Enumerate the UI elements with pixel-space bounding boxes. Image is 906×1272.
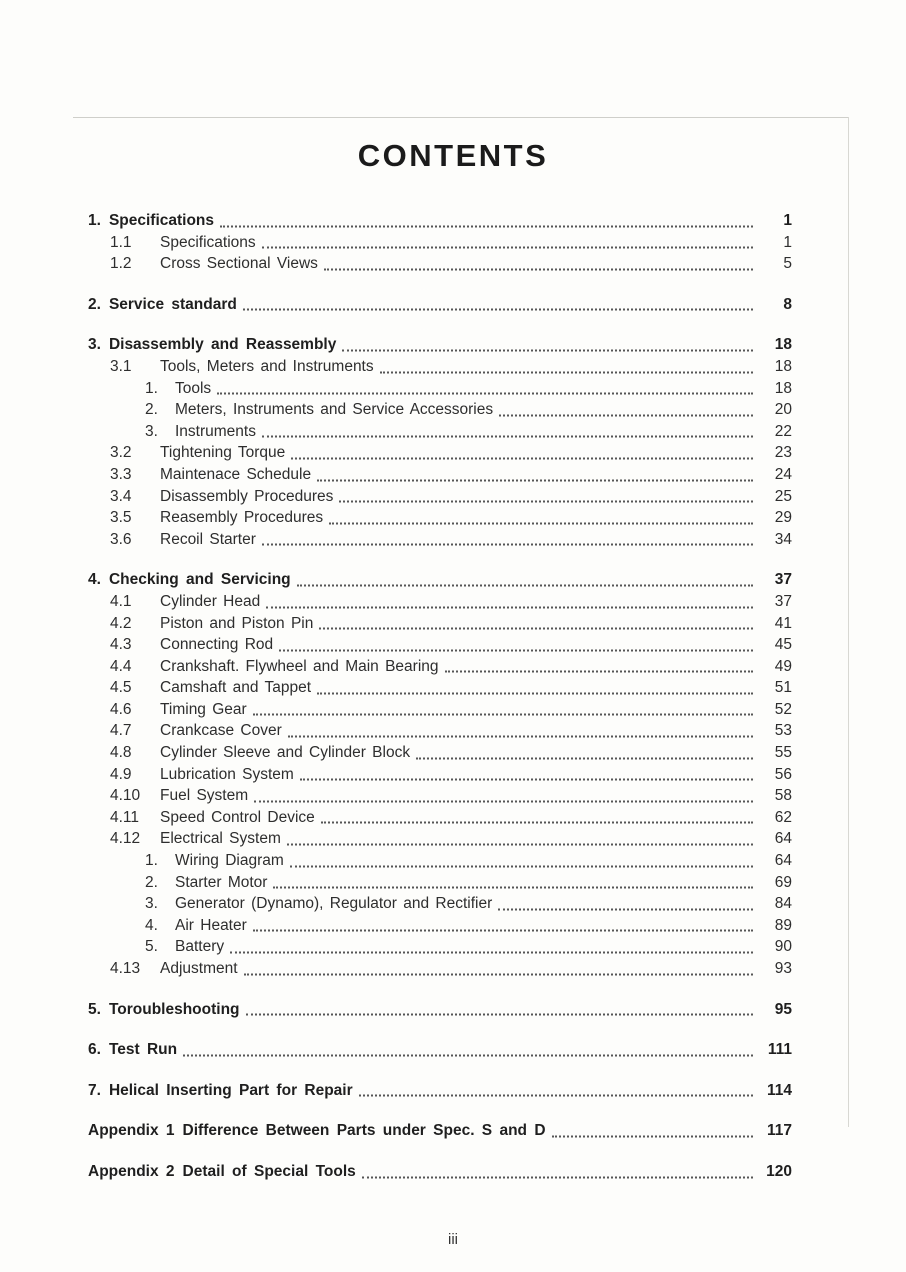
toc-entry-page-number: 37 — [774, 592, 792, 610]
toc-entry-number: 4.13 — [110, 960, 141, 977]
toc-entry-number: 4.1 — [110, 592, 132, 610]
toc-entry-number: 4.2 — [110, 614, 132, 632]
toc-entry-number: 6. — [88, 1041, 101, 1059]
dot-leader — [254, 781, 753, 803]
toc-entry-number: 2. — [88, 295, 101, 313]
toc-entry-page-number: 1 — [783, 212, 792, 229]
toc-entry-page-number: 64 — [774, 830, 792, 848]
toc-entry-page-number: 55 — [774, 744, 792, 762]
toc-entry-number: 4. — [145, 916, 158, 934]
toc-entry-title: Detail of Special Tools — [182, 1162, 356, 1180]
toc-entry-number: 4.6 — [110, 700, 132, 718]
toc-entry-number: 4. — [88, 571, 101, 589]
toc-entry-number: 3.2 — [110, 444, 132, 462]
toc-entry-page-number: 18 — [774, 379, 792, 397]
toc-section — [88, 1039, 792, 1061]
toc-section-heading — [88, 999, 792, 1021]
toc-entry-number: 2. — [145, 873, 158, 891]
toc-entry-title: Cylinder Head — [160, 592, 261, 610]
toc-entry-number: 3. — [145, 895, 158, 913]
toc-entry-title: Difference Between Parts under Spec. S and D — [182, 1122, 546, 1140]
toc-entry-page-number: 37 — [774, 571, 792, 589]
toc-entry-number: 1.2 — [110, 255, 132, 273]
toc-section — [88, 210, 792, 275]
toc-entry-number: 4.10 — [110, 787, 141, 805]
toc-entry-title: Instruments — [175, 422, 256, 440]
dot-leader — [339, 481, 753, 503]
toc-entry-title: Checking and Servicing — [108, 571, 291, 589]
toc-entry-page-number: 56 — [774, 765, 792, 783]
dot-leader — [380, 351, 753, 373]
toc-section-heading — [88, 294, 792, 316]
toc-entry-number: 4.4 — [110, 657, 132, 675]
toc-entry-page-number: 45 — [774, 636, 792, 654]
dot-leader — [266, 586, 753, 608]
toc-entry-page-number: 58 — [774, 787, 792, 805]
dot-leader — [262, 416, 753, 438]
toc-entry-title: Specifications — [160, 233, 256, 251]
toc-entry-title: Disassembly and Reassembly — [108, 336, 337, 354]
toc-entry-page-number: 41 — [774, 614, 792, 632]
toc-entry-page-number: 117 — [766, 1122, 792, 1140]
toc-entry-title: Cylinder Sleeve and Cylinder Block — [160, 744, 411, 762]
toc-entry-page-number: 51 — [774, 679, 792, 697]
toc-entry-page-number: 114 — [766, 1081, 792, 1099]
dot-leader — [300, 759, 753, 781]
dot-leader — [329, 503, 753, 525]
toc-entry-title: Crankshaft. Flywheel and Main Bearing — [160, 657, 439, 675]
toc-entry-page-number: 93 — [774, 960, 792, 977]
dot-leader — [317, 459, 753, 481]
toc-entry-title: Tightening Torque — [160, 444, 286, 462]
toc-entry-number: 3.3 — [110, 465, 132, 483]
toc-entry-page-number: 5 — [783, 255, 792, 273]
dot-leader — [253, 910, 753, 932]
table-of-contents — [88, 210, 792, 1183]
page-edge-right-line — [848, 117, 849, 1127]
toc-entry-number: 2. — [145, 401, 158, 419]
toc-entry-number: 4.12 — [110, 830, 141, 848]
toc-entry-page-number: 23 — [774, 444, 792, 462]
dot-leader — [362, 1156, 753, 1178]
dot-leader — [498, 889, 753, 911]
dot-leader — [342, 330, 753, 352]
toc-entry-page-number: 52 — [774, 700, 792, 718]
toc-entry-page-number: 53 — [774, 722, 792, 740]
dot-leader — [230, 932, 753, 954]
dot-leader — [499, 395, 753, 417]
toc-entry-title: Maintenace Schedule — [160, 465, 312, 483]
toc-entry-title: Service standard — [108, 295, 237, 313]
toc-entry-number: 1. — [145, 379, 158, 397]
toc-entry-title: Piston and Piston Pin — [160, 614, 314, 632]
page-edge-top-line — [73, 117, 849, 118]
toc-entry-number: 3. — [145, 422, 158, 440]
toc-entry-title: Air Heater — [175, 916, 247, 934]
dot-leader — [262, 227, 753, 249]
toc-entry-number: 5. — [145, 938, 158, 956]
toc-entry-title: Wiring Diagram — [175, 852, 284, 870]
toc-entry-page-number: 111 — [767, 1041, 792, 1059]
dot-leader — [359, 1075, 753, 1097]
toc-entry-title: Specifications — [108, 212, 215, 229]
page-title: CONTENTS — [357, 138, 549, 173]
toc-section — [88, 1080, 792, 1102]
toc-entry-title: Lubrication System — [160, 765, 294, 783]
toc-entry-page-number: 95 — [774, 1000, 792, 1018]
toc-entry-number: 7. — [88, 1081, 101, 1099]
dot-leader — [319, 608, 753, 630]
dot-leader — [217, 373, 753, 395]
toc-entry-number: 4.3 — [110, 636, 132, 654]
toc-entry-number: 3.5 — [110, 509, 132, 527]
dot-leader — [416, 738, 753, 760]
toc-entry-page-number: 8 — [783, 295, 792, 313]
toc-entry — [88, 253, 792, 275]
toc-entry-number: 5. — [88, 1000, 101, 1018]
toc-entry-title: Test Run — [108, 1041, 178, 1059]
dot-leader — [288, 716, 753, 738]
toc-section — [88, 569, 792, 979]
toc-entry-page-number: 20 — [774, 401, 792, 419]
dot-leader — [317, 673, 753, 695]
toc-entry-page-number: 1 — [783, 233, 792, 251]
toc-entry-title: Toroubleshooting — [108, 1000, 240, 1018]
dot-leader — [244, 954, 753, 976]
toc-entry-title: Electrical System — [160, 830, 281, 848]
toc-entry-title: Battery — [175, 938, 225, 956]
toc-entry-title: Speed Control Device — [160, 808, 315, 826]
toc-entry-number: 4.9 — [110, 765, 132, 783]
toc-entry-title: Fuel System — [160, 787, 249, 805]
toc-entry-title: Meters, Instruments and Service Accessories — [175, 401, 494, 419]
toc-section-heading — [88, 1039, 792, 1061]
toc-entry-page-number: 34 — [774, 530, 792, 548]
toc-entry-title: Tools — [175, 379, 212, 397]
toc-entry-page-number: 24 — [774, 465, 792, 483]
toc-entry-title: Generator (Dynamo), Regulator and Rectifier — [175, 895, 493, 913]
toc-entry-number: 4.8 — [110, 744, 132, 762]
toc-entry-title: Cross Sectional Views — [160, 255, 318, 273]
toc-entry-page-number: 29 — [774, 509, 792, 527]
toc-entry-number: 3. — [88, 336, 101, 354]
dot-leader — [220, 206, 753, 228]
dot-leader — [243, 289, 753, 311]
toc-entry-page-number: 90 — [774, 938, 792, 956]
toc-entry-title: Camshaft and Tappet — [160, 679, 312, 697]
dot-leader — [287, 824, 753, 846]
dot-leader — [445, 651, 753, 673]
toc-entry-title: Disassembly Procedures — [160, 487, 334, 505]
toc-entry-page-number: 62 — [774, 808, 792, 826]
toc-section — [88, 1120, 792, 1142]
toc-entry-title: Crankcase Cover — [160, 722, 282, 740]
dot-leader — [291, 438, 753, 460]
toc-section-heading — [88, 1080, 792, 1102]
toc-entry-title: Timing Gear — [160, 700, 247, 718]
toc-entry-page-number: 18 — [774, 357, 792, 375]
toc-section — [88, 1161, 792, 1183]
toc-entry-number: Appendix 2 — [88, 1162, 175, 1180]
toc-entry-title: Recoil Starter — [160, 530, 256, 548]
dot-leader — [262, 524, 753, 546]
toc-entry-page-number: 89 — [774, 916, 792, 934]
toc-entry-page-number: 120 — [766, 1162, 792, 1180]
toc-entry-number: 3.1 — [110, 357, 132, 375]
toc-entry-number: 1. — [88, 212, 101, 229]
dot-leader — [552, 1116, 753, 1138]
toc-entry-number: 4.5 — [110, 679, 132, 697]
toc-entry-number: 3.4 — [110, 487, 132, 505]
dot-leader — [253, 694, 753, 716]
toc-entry-number: 1. — [145, 852, 158, 870]
toc-entry-number: 3.6 — [110, 530, 132, 548]
toc-section — [88, 999, 792, 1021]
toc-entry-page-number: 49 — [774, 657, 792, 675]
dot-leader — [183, 1035, 753, 1057]
dot-leader — [246, 994, 753, 1016]
dot-leader — [297, 565, 753, 587]
toc-entry-page-number: 18 — [774, 336, 792, 354]
toc-section — [88, 294, 792, 316]
toc-entry-page-number: 84 — [774, 895, 792, 913]
dot-leader — [321, 802, 753, 824]
toc-entry-page-number: 64 — [774, 852, 792, 870]
toc-entry — [88, 529, 792, 551]
toc-entry-title: Reasembly Procedures — [160, 509, 324, 527]
toc-section-heading — [88, 1161, 792, 1183]
toc-entry-title: Connecting Rod — [160, 636, 274, 654]
page-number-footer: iii — [448, 1231, 458, 1248]
toc-entry-number: 1.1 — [110, 233, 132, 251]
dot-leader — [273, 867, 753, 889]
toc-entry-number: 4.11 — [110, 808, 140, 826]
toc-entry-page-number: 69 — [774, 873, 792, 891]
toc-section-heading — [88, 1120, 792, 1142]
toc-entry — [88, 958, 792, 980]
toc-entry-title: Starter Motor — [175, 873, 268, 891]
dot-leader — [324, 249, 753, 271]
toc-entry-number: 4.7 — [110, 722, 132, 740]
toc-entry-number: Appendix 1 — [88, 1122, 175, 1140]
toc-section — [88, 334, 792, 550]
toc-entry-title: Adjustment — [160, 960, 238, 977]
dot-leader — [279, 630, 753, 652]
toc-entry-title: Tools, Meters and Instruments — [160, 357, 374, 375]
dot-leader — [290, 846, 753, 868]
toc-entry-page-number: 25 — [774, 487, 792, 505]
toc-entry-title: Helical Inserting Part for Repair — [108, 1081, 353, 1099]
toc-entry-page-number: 22 — [774, 422, 792, 440]
